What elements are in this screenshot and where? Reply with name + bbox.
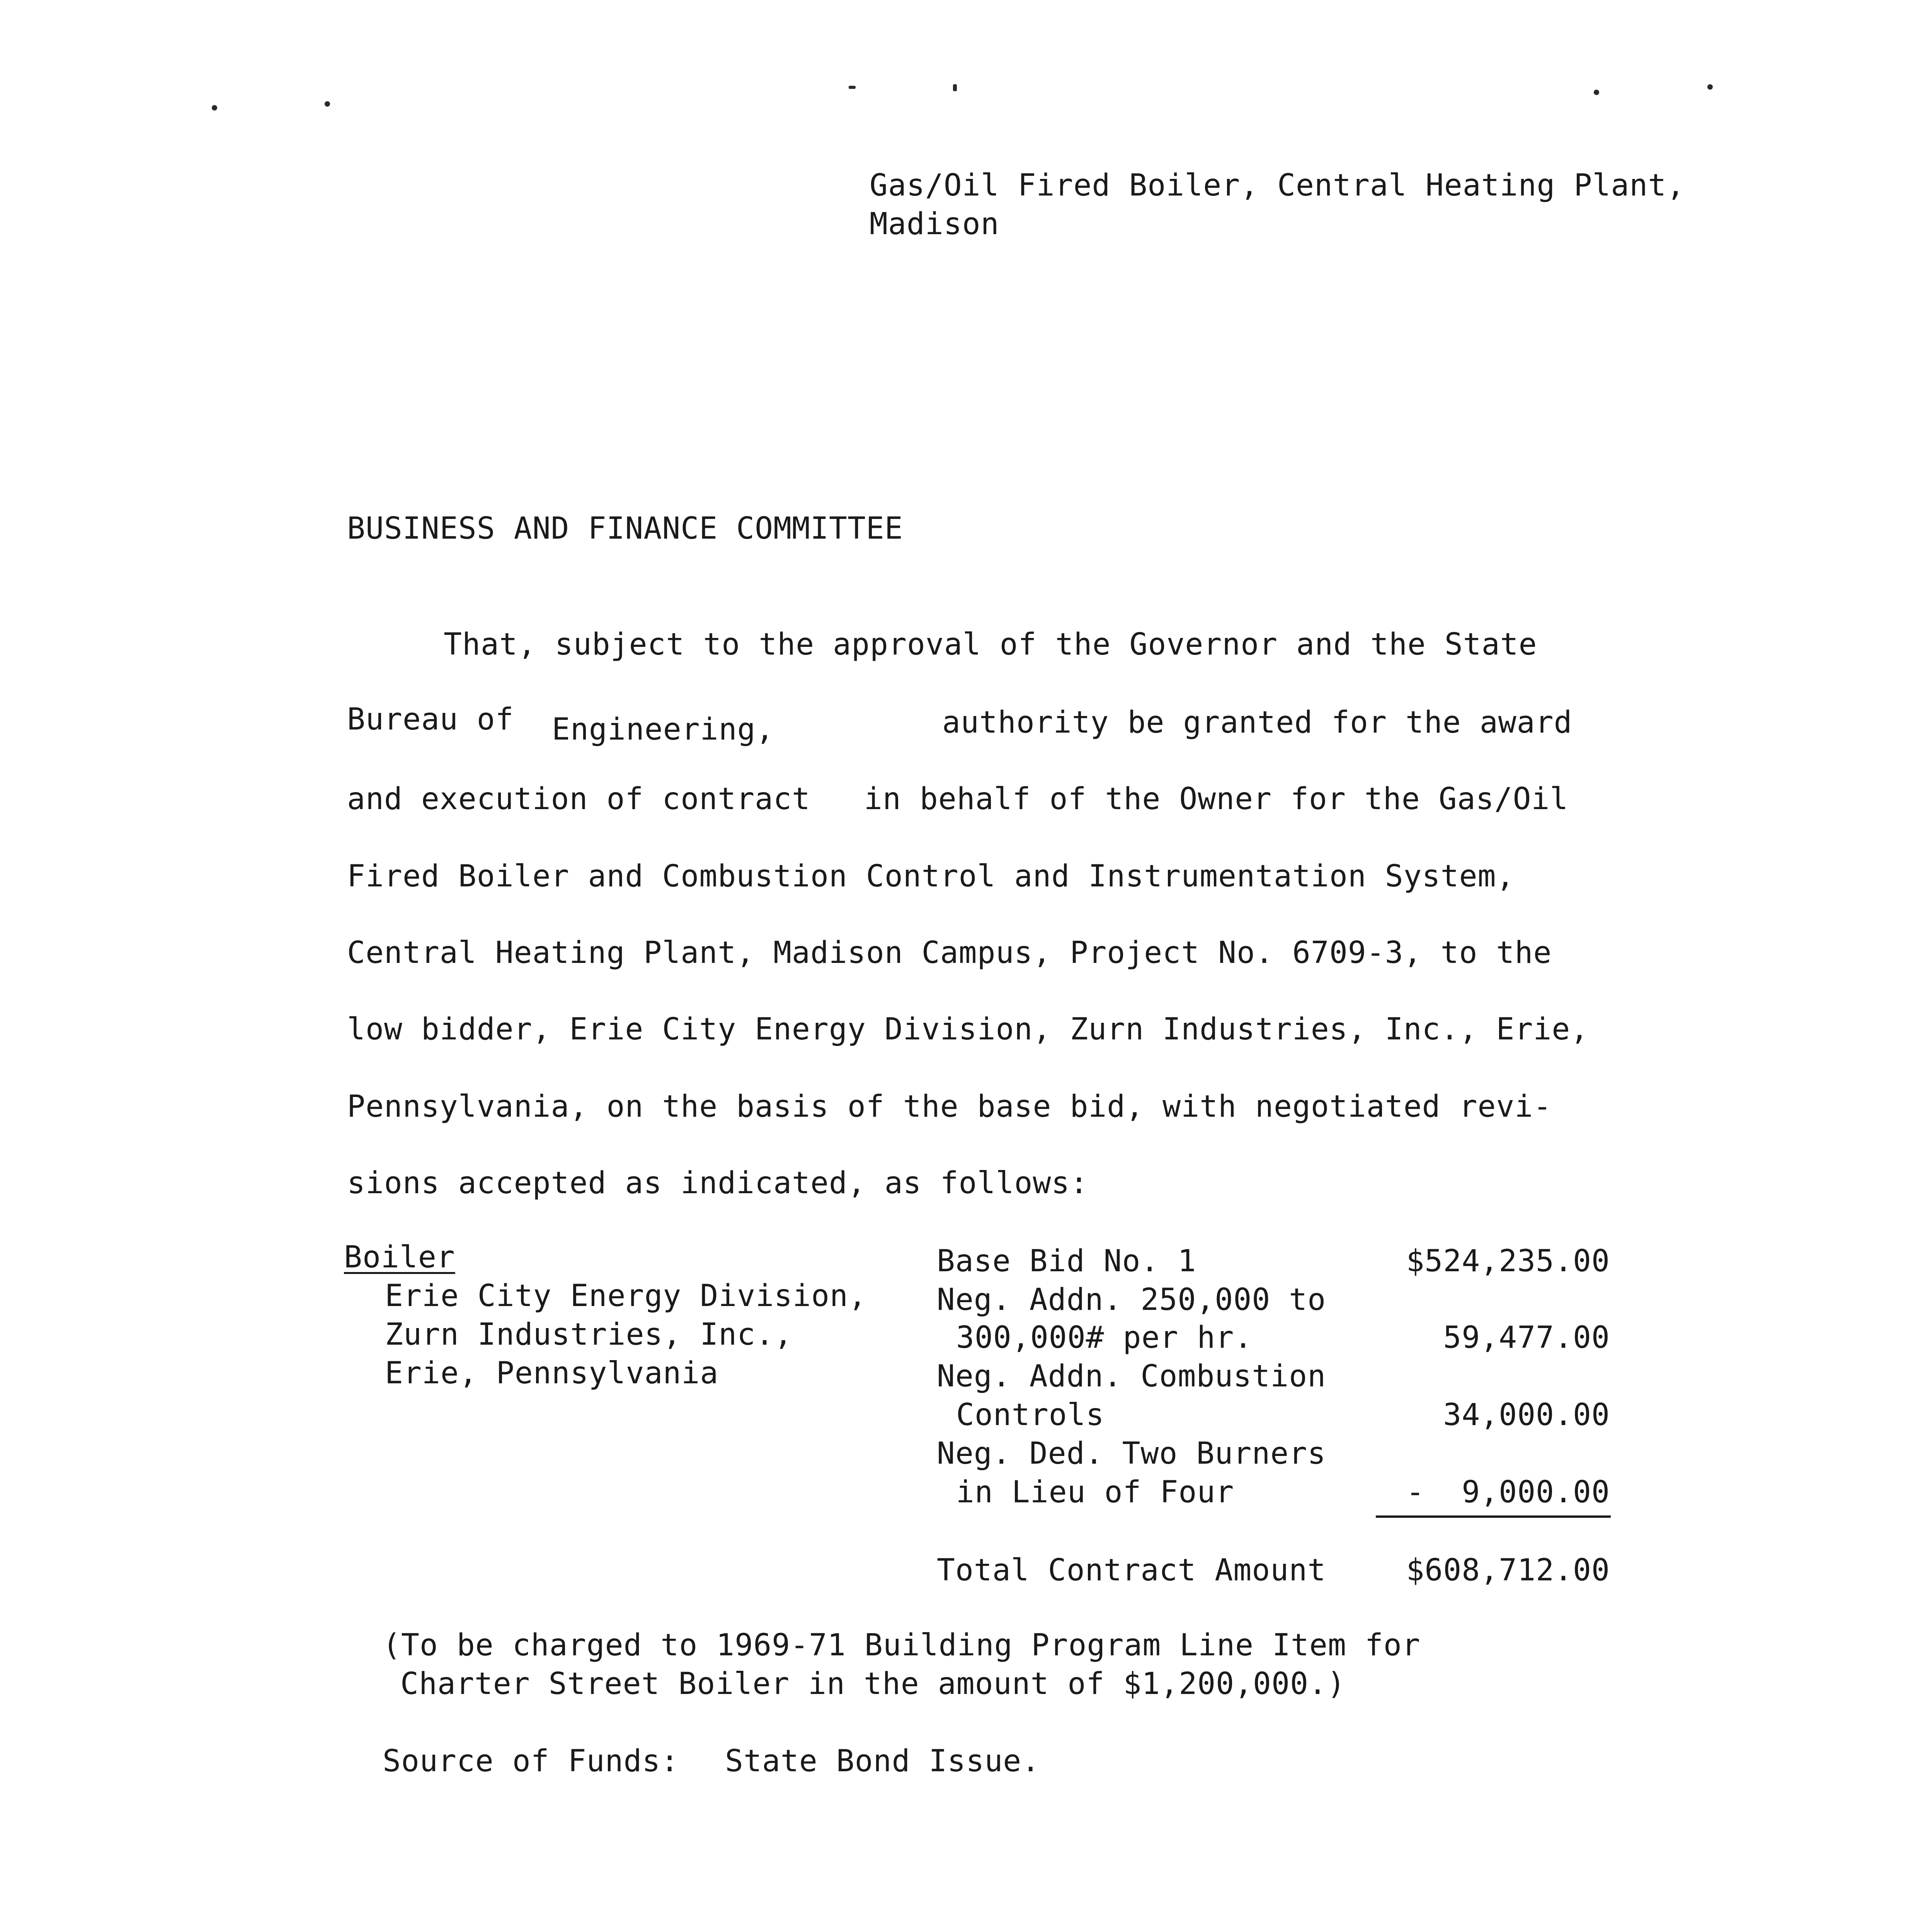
paragraph-line-6: low bidder, Erie City Energy Division, Zurn Industries, Inc., Erie,	[347, 1012, 1589, 1047]
item-addn-combustion-desc-1: Neg. Addn. Combustion	[937, 1359, 1326, 1394]
item-addn-combustion-amount: 34,000.00	[1443, 1398, 1610, 1432]
item-ded-burners-amount: - 9,000.00	[1406, 1475, 1610, 1510]
item-base-bid-amount: $524,235.00	[1406, 1244, 1610, 1279]
paragraph-line-2a: Bureau of	[347, 702, 514, 737]
document-header-line-2: Madison	[870, 207, 999, 242]
paragraph-line-3b: in behalf of the Owner for the Gas/Oil	[864, 782, 1569, 816]
paragraph-line-5: Central Heating Plant, Madison Campus, Project No. 6709-3, to the	[347, 935, 1552, 970]
paragraph-line-1: That, subject to the approval of the Governor and the State	[444, 627, 1537, 662]
total-label: Total Contract Amount	[937, 1553, 1326, 1588]
total-amount: $608,712.00	[1406, 1553, 1610, 1588]
scan-speck	[1594, 90, 1599, 95]
scan-speck	[1707, 84, 1713, 90]
paragraph-line-7: Pennsylvania, on the basis of the base bid, with negotiated revi-	[347, 1089, 1552, 1124]
source-of-funds-value: State Bond Issue.	[725, 1744, 1040, 1779]
paragraph-line-2b: Engineering,	[552, 712, 774, 747]
boiler-heading: Boiler	[344, 1240, 455, 1275]
contractor-line-3: Erie, Pennsylvania	[385, 1356, 719, 1391]
item-addn-capacity-desc-1: Neg. Addn. 250,000 to	[937, 1282, 1326, 1317]
source-of-funds-label: Source of Funds:	[383, 1744, 679, 1779]
paragraph-line-4: Fired Boiler and Combustion Control and Instrumentation System,	[347, 859, 1515, 894]
contractor-line-1: Erie City Energy Division,	[385, 1279, 867, 1313]
charge-note-line-2: Charter Street Boiler in the amount of $1,200,000.)	[400, 1667, 1346, 1701]
contractor-line-2: Zurn Industries, Inc.,	[385, 1317, 793, 1352]
item-ded-burners-desc-1: Neg. Ded. Two Burners	[937, 1436, 1326, 1471]
item-ded-burners-desc-2: in Lieu of Four	[956, 1475, 1234, 1510]
paragraph-line-3a: and execution of contract	[347, 782, 810, 816]
paragraph-line-8: sions accepted as indicated, as follows:	[347, 1166, 1089, 1201]
item-addn-capacity-amount: 59,477.00	[1443, 1320, 1610, 1355]
subtotal-rule	[1376, 1515, 1611, 1518]
scan-speck	[849, 86, 856, 89]
scan-speck	[212, 105, 217, 111]
paragraph-line-2c: authority be granted for the award	[942, 705, 1572, 740]
scan-speck	[325, 101, 330, 107]
charge-note-line-1: (To be charged to 1969-71 Building Program Line Item for	[383, 1628, 1421, 1663]
committee-heading: BUSINESS AND FINANCE COMMITTEE	[347, 511, 903, 546]
item-base-bid-desc: Base Bid No. 1	[937, 1244, 1196, 1279]
scan-speck	[953, 84, 957, 91]
document-header-line-1: Gas/Oil Fired Boiler, Central Heating Plant,	[870, 168, 1685, 203]
item-addn-capacity-desc-2: 300,000# per hr.	[956, 1320, 1253, 1355]
item-addn-combustion-desc-2: Controls	[956, 1398, 1104, 1432]
